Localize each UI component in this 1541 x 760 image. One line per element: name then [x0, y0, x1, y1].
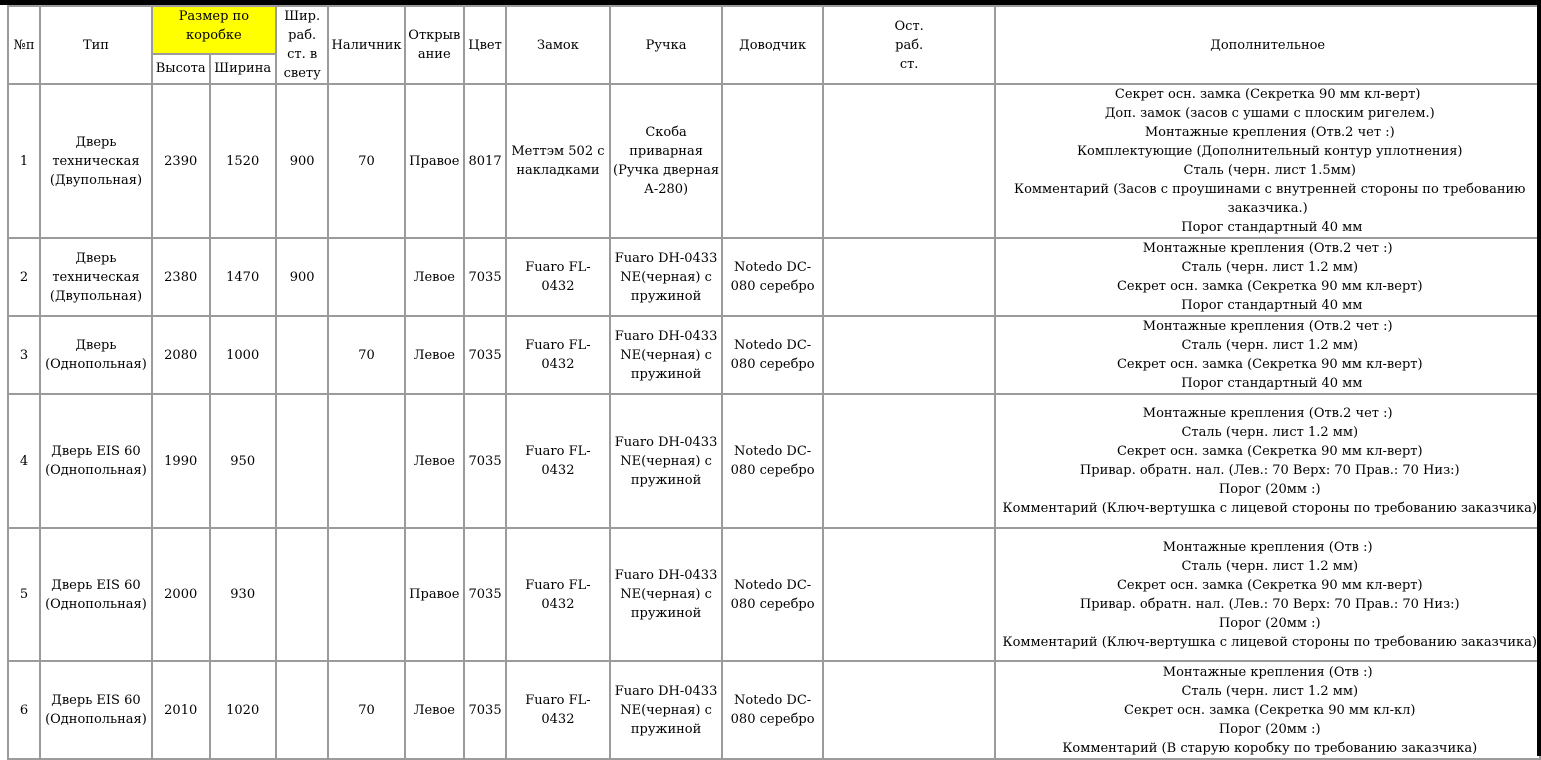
cell-lock: Fuaro FL-0432	[506, 238, 610, 316]
extra-line: Сталь (черн. лист 1.2 мм)	[1177, 260, 1359, 275]
header-width: Ширина	[210, 54, 276, 84]
cell-casing	[328, 394, 404, 528]
cell-closer: Notedo DC-080 серебро	[722, 528, 823, 661]
extra-line: Комментарий (Засов с проушинами с внутренней стороны по требованию заказчика.)	[1009, 182, 1530, 216]
cell-width: 1020	[210, 661, 276, 759]
cell-handle: Fuaro DH-0433 NE(черная) с пружиной	[610, 394, 723, 528]
cell-closer: Notedo DC-080 серебро	[722, 238, 823, 316]
cell-num: 3	[8, 316, 40, 394]
cell-casing: 70	[328, 316, 404, 394]
extra-line: Порог (20мм :)	[1214, 721, 1321, 737]
cell-rest-width	[823, 238, 996, 316]
cell-num: 1	[8, 84, 40, 238]
extra-line: Порог стандартный 40 мм	[1173, 298, 1363, 313]
extra-line: Монтажные крепления (Отв.2 чет :)	[1142, 241, 1393, 256]
extra-line: Монтажные крепления (Отв.2 чет :)	[1142, 406, 1393, 421]
cell-rest-width	[823, 528, 996, 661]
cell-width: 930	[210, 528, 276, 661]
extra-line: Секрет осн. замка (Секретка 90 мм кл-верт)	[1112, 577, 1423, 593]
cell-color: 8017	[464, 84, 506, 238]
cell-closer: Notedo DC-080 серебро	[722, 394, 823, 528]
cell-extra	[995, 84, 1540, 238]
cell-type: Дверь (Однопольная)	[40, 316, 152, 394]
table-row	[8, 84, 1540, 238]
cell-type: Дверь EIS 60 (Однопольная)	[40, 528, 152, 661]
extra-line: Порог (20мм :)	[1214, 615, 1321, 631]
cell-width: 1520	[210, 84, 276, 238]
cell-color: 7035	[464, 394, 506, 528]
cell-lock: Fuaro FL-0432	[506, 528, 610, 661]
header-casing: Наличник	[328, 6, 404, 84]
cell-opening: Левое	[405, 238, 464, 316]
cell-lock: Fuaro FL-0432	[506, 394, 610, 528]
cell-clear-width: 900	[276, 84, 329, 238]
extra-line: Порог (20мм :)	[1214, 482, 1321, 497]
extra-line: Комментарий (Ключ-вертушка с лицевой стороны по требованию заказчика)	[998, 501, 1537, 516]
header-color: Цвет	[464, 6, 506, 84]
cell-handle: Скоба приварная (Ручка дверная А-280)	[610, 84, 723, 238]
cell-type: Дверь EIS 60 (Однопольная)	[40, 394, 152, 528]
header-closer: Доводчик	[722, 6, 823, 84]
cell-closer: Notedo DC-080 серебро	[722, 316, 823, 394]
cell-handle: Fuaro DH-0433 NE(черная) с пружиной	[610, 238, 723, 316]
extra-line: Привар. обратн. нал. (Лев.: 70 Верх: 70 Прав.: 70 Низ:)	[1075, 463, 1460, 478]
extra-line: Порог стандартный 40 мм	[1173, 376, 1363, 391]
cell-opening: Левое	[405, 661, 464, 759]
extra-line: Монтажные крепления (Отв :)	[1162, 539, 1373, 555]
extra-line: Монтажные крепления (Отв :)	[1162, 664, 1373, 680]
order-spec-table	[7, 5, 1541, 760]
cell-casing	[328, 528, 404, 661]
extra-line: Порог стандартный 40 мм	[1173, 220, 1363, 235]
cell-casing: 70	[328, 661, 404, 759]
cell-type: Дверь EIS 60 (Однопольная)	[40, 661, 152, 759]
cell-handle: Fuaro DH-0433 NE(черная) с пружиной	[610, 528, 723, 661]
cell-extra	[995, 661, 1540, 759]
extra-line: Монтажные крепления (Отв.2 чет :)	[1142, 319, 1393, 334]
cell-closer: Notedo DC-080 серебро	[722, 661, 823, 759]
cell-color: 7035	[464, 316, 506, 394]
cell-extra	[995, 316, 1540, 394]
table-row	[8, 316, 1540, 394]
table-row	[8, 238, 1540, 316]
cell-handle: Fuaro DH-0433 NE(черная) с пружиной	[610, 661, 723, 759]
extra-line: Комплектующие (Дополнительный контур уплотнения)	[1072, 144, 1463, 159]
cell-opening: Правое	[405, 528, 464, 661]
header-box-size: Размер по коробке	[152, 6, 276, 54]
right-border	[1537, 0, 1541, 756]
cell-height: 2000	[152, 528, 210, 661]
header-height: Высота	[152, 54, 210, 84]
header-handle: Ручка	[610, 6, 723, 84]
extra-line: Секрет осн. замка (Секретка 90 мм кл-верт)	[1112, 279, 1423, 294]
cell-height: 2380	[152, 238, 210, 316]
extra-line: Монтажные крепления (Отв.2 чет :)	[1140, 125, 1395, 140]
table-row	[8, 394, 1540, 528]
cell-handle: Fuaro DH-0433 NE(черная) с пружиной	[610, 316, 723, 394]
cell-num: 2	[8, 238, 40, 316]
cell-opening: Левое	[405, 316, 464, 394]
extra-line: Сталь (черн. лист 1.5мм)	[1179, 163, 1356, 178]
extra-line: Привар. обратн. нал. (Лев.: 70 Верх: 70 Прав.: 70 Низ:)	[1075, 596, 1460, 612]
extra-line: Секрет осн. замка (Секретка 90 мм кл-кл)	[1119, 702, 1416, 718]
extra-line: Секрет осн. замка (Секретка 90 мм кл-верт)	[1112, 444, 1423, 459]
cell-height: 2010	[152, 661, 210, 759]
cell-color: 7035	[464, 528, 506, 661]
header-lock: Замок	[506, 6, 610, 84]
header-num: №п	[8, 6, 40, 84]
extra-line: Сталь (черн. лист 1.2 мм)	[1177, 558, 1359, 574]
header-rest-width: Ост. раб. ст.	[823, 6, 996, 84]
cell-num: 5	[8, 528, 40, 661]
extra-line: Секрет осн. замка (Секретка 90 мм кл-верт)	[1114, 87, 1421, 102]
cell-color: 7035	[464, 238, 506, 316]
cell-rest-width	[823, 394, 996, 528]
cell-color: 7035	[464, 661, 506, 759]
cell-lock: Fuaro FL-0432	[506, 316, 610, 394]
cell-num: 6	[8, 661, 40, 759]
table-row	[8, 661, 1540, 759]
header-row	[8, 6, 1540, 54]
cell-height: 2390	[152, 84, 210, 238]
cell-clear-width	[276, 394, 329, 528]
cell-clear-width	[276, 661, 329, 759]
cell-clear-width	[276, 528, 329, 661]
cell-opening: Левое	[405, 394, 464, 528]
extra-line: Сталь (черн. лист 1.2 мм)	[1177, 425, 1359, 440]
cell-extra	[995, 528, 1540, 661]
cell-clear-width	[276, 316, 329, 394]
cell-height: 1990	[152, 394, 210, 528]
extra-line: Комментарий (Ключ-вертушка с лицевой стороны по требованию заказчика)	[998, 634, 1537, 650]
header-extra: Дополнительное	[995, 6, 1540, 84]
cell-casing: 70	[328, 84, 404, 238]
cell-width: 950	[210, 394, 276, 528]
header-clear-width: Шир. раб. ст. в свету	[276, 6, 329, 84]
extra-line: Сталь (черн. лист 1.2 мм)	[1177, 683, 1359, 699]
extra-line: Доп. замок (засов с ушами с плоским ригелем.)	[1100, 106, 1435, 121]
cell-width: 1470	[210, 238, 276, 316]
table-row	[8, 528, 1540, 661]
cell-width: 1000	[210, 316, 276, 394]
extra-line: Сталь (черн. лист 1.2 мм)	[1177, 338, 1359, 353]
header-opening: Открывание	[405, 6, 464, 84]
cell-extra	[995, 394, 1540, 528]
cell-rest-width	[823, 661, 996, 759]
cell-num: 4	[8, 394, 40, 528]
cell-type: Дверь техническая (Двупольная)	[40, 84, 152, 238]
cell-lock: Меттэм 502 с накладками	[506, 84, 610, 238]
cell-opening: Правое	[405, 84, 464, 238]
extra-line: Секрет осн. замка (Секретка 90 мм кл-верт)	[1112, 357, 1423, 372]
cell-rest-width	[823, 84, 996, 238]
cell-type: Дверь техническая (Двупольная)	[40, 238, 152, 316]
cell-clear-width: 900	[276, 238, 329, 316]
cell-lock: Fuaro FL-0432	[506, 661, 610, 759]
header-type: Тип	[40, 6, 152, 84]
extra-line: Комментарий (В старую коробку по требованию заказчика)	[1058, 740, 1478, 756]
cell-rest-width	[823, 316, 996, 394]
cell-closer	[722, 84, 823, 238]
cell-extra	[995, 238, 1540, 316]
cell-casing	[328, 238, 404, 316]
cell-height: 2080	[152, 316, 210, 394]
